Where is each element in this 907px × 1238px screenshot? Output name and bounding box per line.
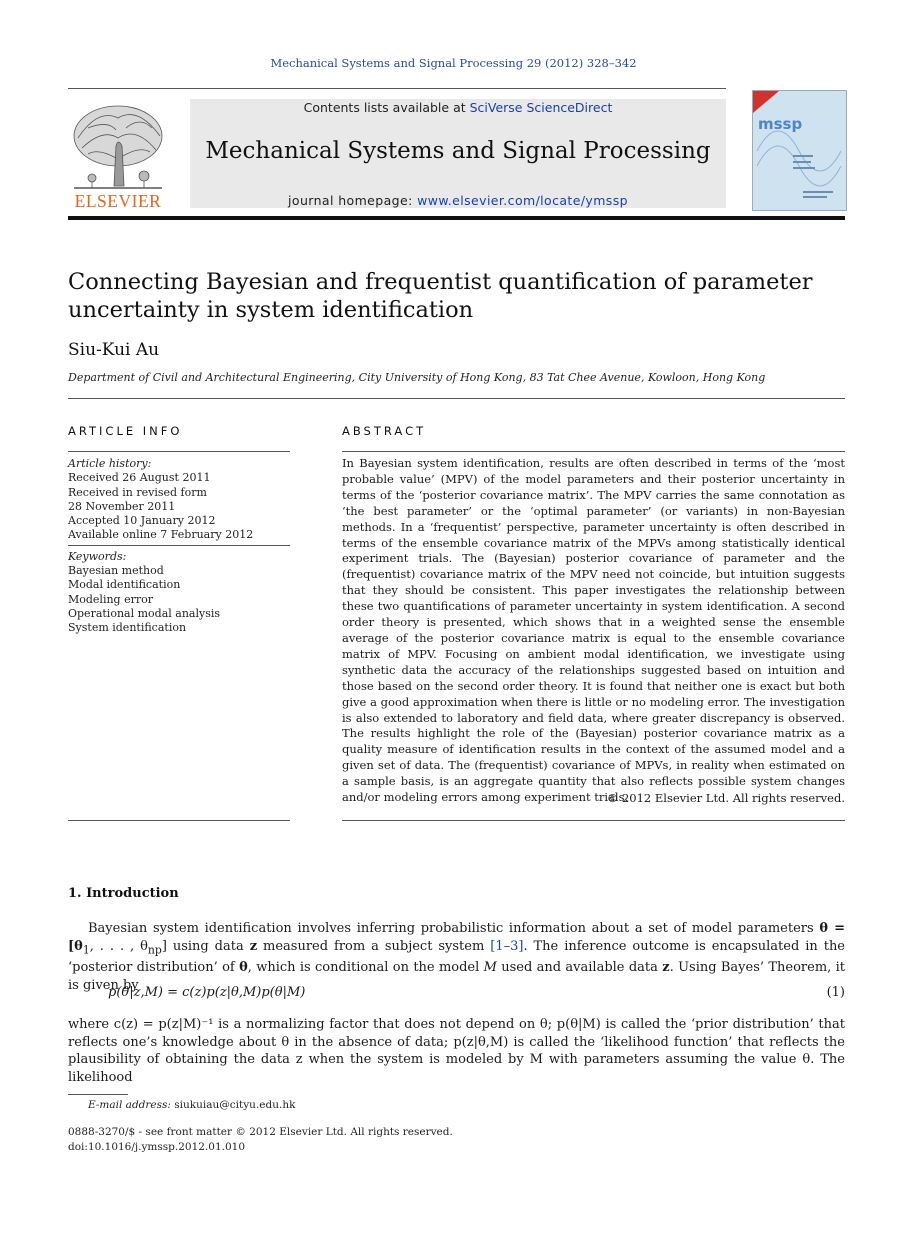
p1-text-g: . Using Bayes’ Theorem, it is given by (68, 960, 846, 993)
author-affiliation: Department of Civil and Architectural Engineering, City University of Hong Kong, 83 Tat Chee Avenue, Kowloon, Hong Kong (68, 371, 766, 384)
history-label: Article history: (68, 457, 152, 470)
keyword: Bayesian method (68, 564, 164, 578)
abstract-text: In Bayesian system identification, results are often described in terms of the ‘most probable value’ (MPV) of the model parameters and their posterior uncertainty in terms of the ‘posterior covariance matrix’. The MPV carries the same connotation as ‘the best parameter’ or the ‘optimal parameter’ (or variants) in non-Bayesian methods. In a ‘frequentist’ perspective, parameter uncertainty is often described in terms of the ensemble covariance matrix of the MPVs among statistically identical experiment trials. The (Bayesian) posterior covariance of parameter and the (frequentist) covariance matrix of the MPV need not coincide, but intuition suggests that they should be consistent. This paper investigates the relationship between these two quantifications of parameter uncertainty in system identification. A second order theory is presented, which shows that in a weighted sense the ensemble average of the posterior covariance matrix is equal to the ensemble covariance matrix of MPV. Focusing on ambient modal identification, we investigate using synthetic data the accuracy of the relationships suggested based on intuition and those based on the second order theory. It is found that neither one is exact but both give a good approximation when there is little or no modeling error. The investigation is also extended to laboratory and field data, where greater discrepancy is observed. The results highlight the role of the (Bayesian) posterior covariance matrix as a quality measure of identification results in the context of the assumed model and a given set of data. The (frequentist) covariance of MPVs, in reality when estimated on a sample basis, is an aggregate quantity that also reflects possible system changes and/or modeling errors among experiment trials. (342, 456, 845, 805)
journal-homepage-line (190, 193, 726, 208)
theta-def: θ = [θ (68, 921, 845, 954)
info-divider (68, 545, 290, 546)
article-info-block (68, 457, 290, 636)
journal-citation[interactable]: Mechanical Systems and Signal Processing 29 (2012) 328–342 (270, 56, 637, 70)
history-item: Accepted 10 January 2012 (68, 514, 216, 528)
cover-title: mssp (758, 115, 803, 133)
intro-paragraph-2: where c(z) = p(z|M)⁻¹ is a normalizing factor that does not depend on θ; p(θ|M) is called the ‘prior distribution’ that reflects one’s knowledge about θ in the absence of data; p(z|θ,M) is called the ‘likelihood function’ that reflects the plausibility of obtaining the data z when the system is modeled by M with parameters assuming the value θ. The likelihood (68, 1017, 845, 1086)
article-info-heading: ARTICLE INFO (68, 424, 183, 438)
article-title: Connecting Bayesian and frequentist quantification of parameter uncertainty in system identification (68, 269, 813, 323)
theta-sub-np: np (147, 943, 162, 957)
introduction-heading: 1. Introduction (68, 886, 179, 901)
theta-sub-1: 1 (82, 943, 90, 957)
abstract-heading: ABSTRACT (342, 424, 427, 438)
doi-line[interactable]: doi:10.1016/j.ymssp.2012.01.010 (68, 1141, 246, 1153)
email-label: E-mail address: (88, 1099, 171, 1111)
theta-mid: , . . . , θ (89, 938, 148, 954)
author-name: Siu-Kui Au (68, 340, 160, 360)
p1-text-a: Bayesian system identification involves inferring probabilistic information about a set of model parameters (88, 921, 820, 936)
intro-paragraph-1 (68, 920, 845, 994)
keyword: Modal identification (68, 578, 181, 592)
footnote-rule (68, 1094, 128, 1095)
publisher-wordmark: ELSEVIER (74, 191, 162, 211)
cover-art (753, 91, 846, 210)
journal-cover-thumbnail (752, 90, 847, 211)
history-item: Received 26 August 2011 (68, 471, 211, 485)
equation-number: (1) (826, 985, 845, 1000)
section-rule (68, 398, 845, 399)
keyword: Operational modal analysis (68, 606, 221, 620)
p1-text-f: used and available data (496, 960, 663, 975)
journal-name: Mechanical Systems and Signal Processing (205, 138, 711, 164)
front-matter-line: 0888-3270/$ - see front matter © 2012 Elsevier Ltd. All rights reserved. (68, 1126, 453, 1138)
p1-text-d: . The inference outcome is encapsulated in the ‘posterior distribution’ of (68, 938, 846, 975)
history-item: 28 November 2011 (68, 499, 176, 513)
homepage-prefix: journal homepage: (288, 193, 418, 208)
contents-prefix: Contents lists available at (303, 100, 470, 115)
keyword: Modeling error (68, 592, 154, 606)
p1-text-c: measured from a subject system (257, 938, 491, 954)
model-M: M (483, 960, 497, 975)
email-address[interactable]: siukuiau@cityu.edu.hk (174, 1099, 296, 1111)
history-item: Available online 7 February 2012 (68, 528, 254, 542)
sciencedirect-link[interactable]: SciVerse ScienceDirect (469, 100, 613, 115)
homepage-link[interactable]: www.elsevier.com/locate/ymssp (417, 193, 628, 208)
p1-text-e: , which is conditional on the model (247, 960, 484, 975)
keyword: System identification (68, 621, 187, 635)
contents-available-line (190, 100, 726, 115)
abstract-rule-bottom (342, 820, 845, 821)
theta-symbol: θ (239, 960, 248, 975)
abstract-rule-top (342, 451, 845, 452)
data-z-2: z (662, 960, 670, 975)
keywords-label: Keywords: (68, 549, 127, 563)
theta-close: ] (161, 938, 167, 954)
abstract-copyright: © 2012 Elsevier Ltd. All rights reserved. (606, 791, 845, 805)
info-rule-top (68, 451, 290, 452)
header-top-rule (68, 88, 726, 89)
reference-link[interactable]: [1–3] (490, 938, 524, 954)
email-footnote (88, 1099, 295, 1111)
info-rule-bottom (68, 820, 290, 821)
p1-text-b: using data (166, 938, 250, 954)
header-bottom-rule (68, 216, 845, 220)
history-item: Received in revised form (68, 485, 207, 499)
equation-1: p(θ|z,M) = c(z)p(z|θ,M)p(θ|M) (108, 985, 306, 1000)
data-z: z (249, 938, 258, 954)
